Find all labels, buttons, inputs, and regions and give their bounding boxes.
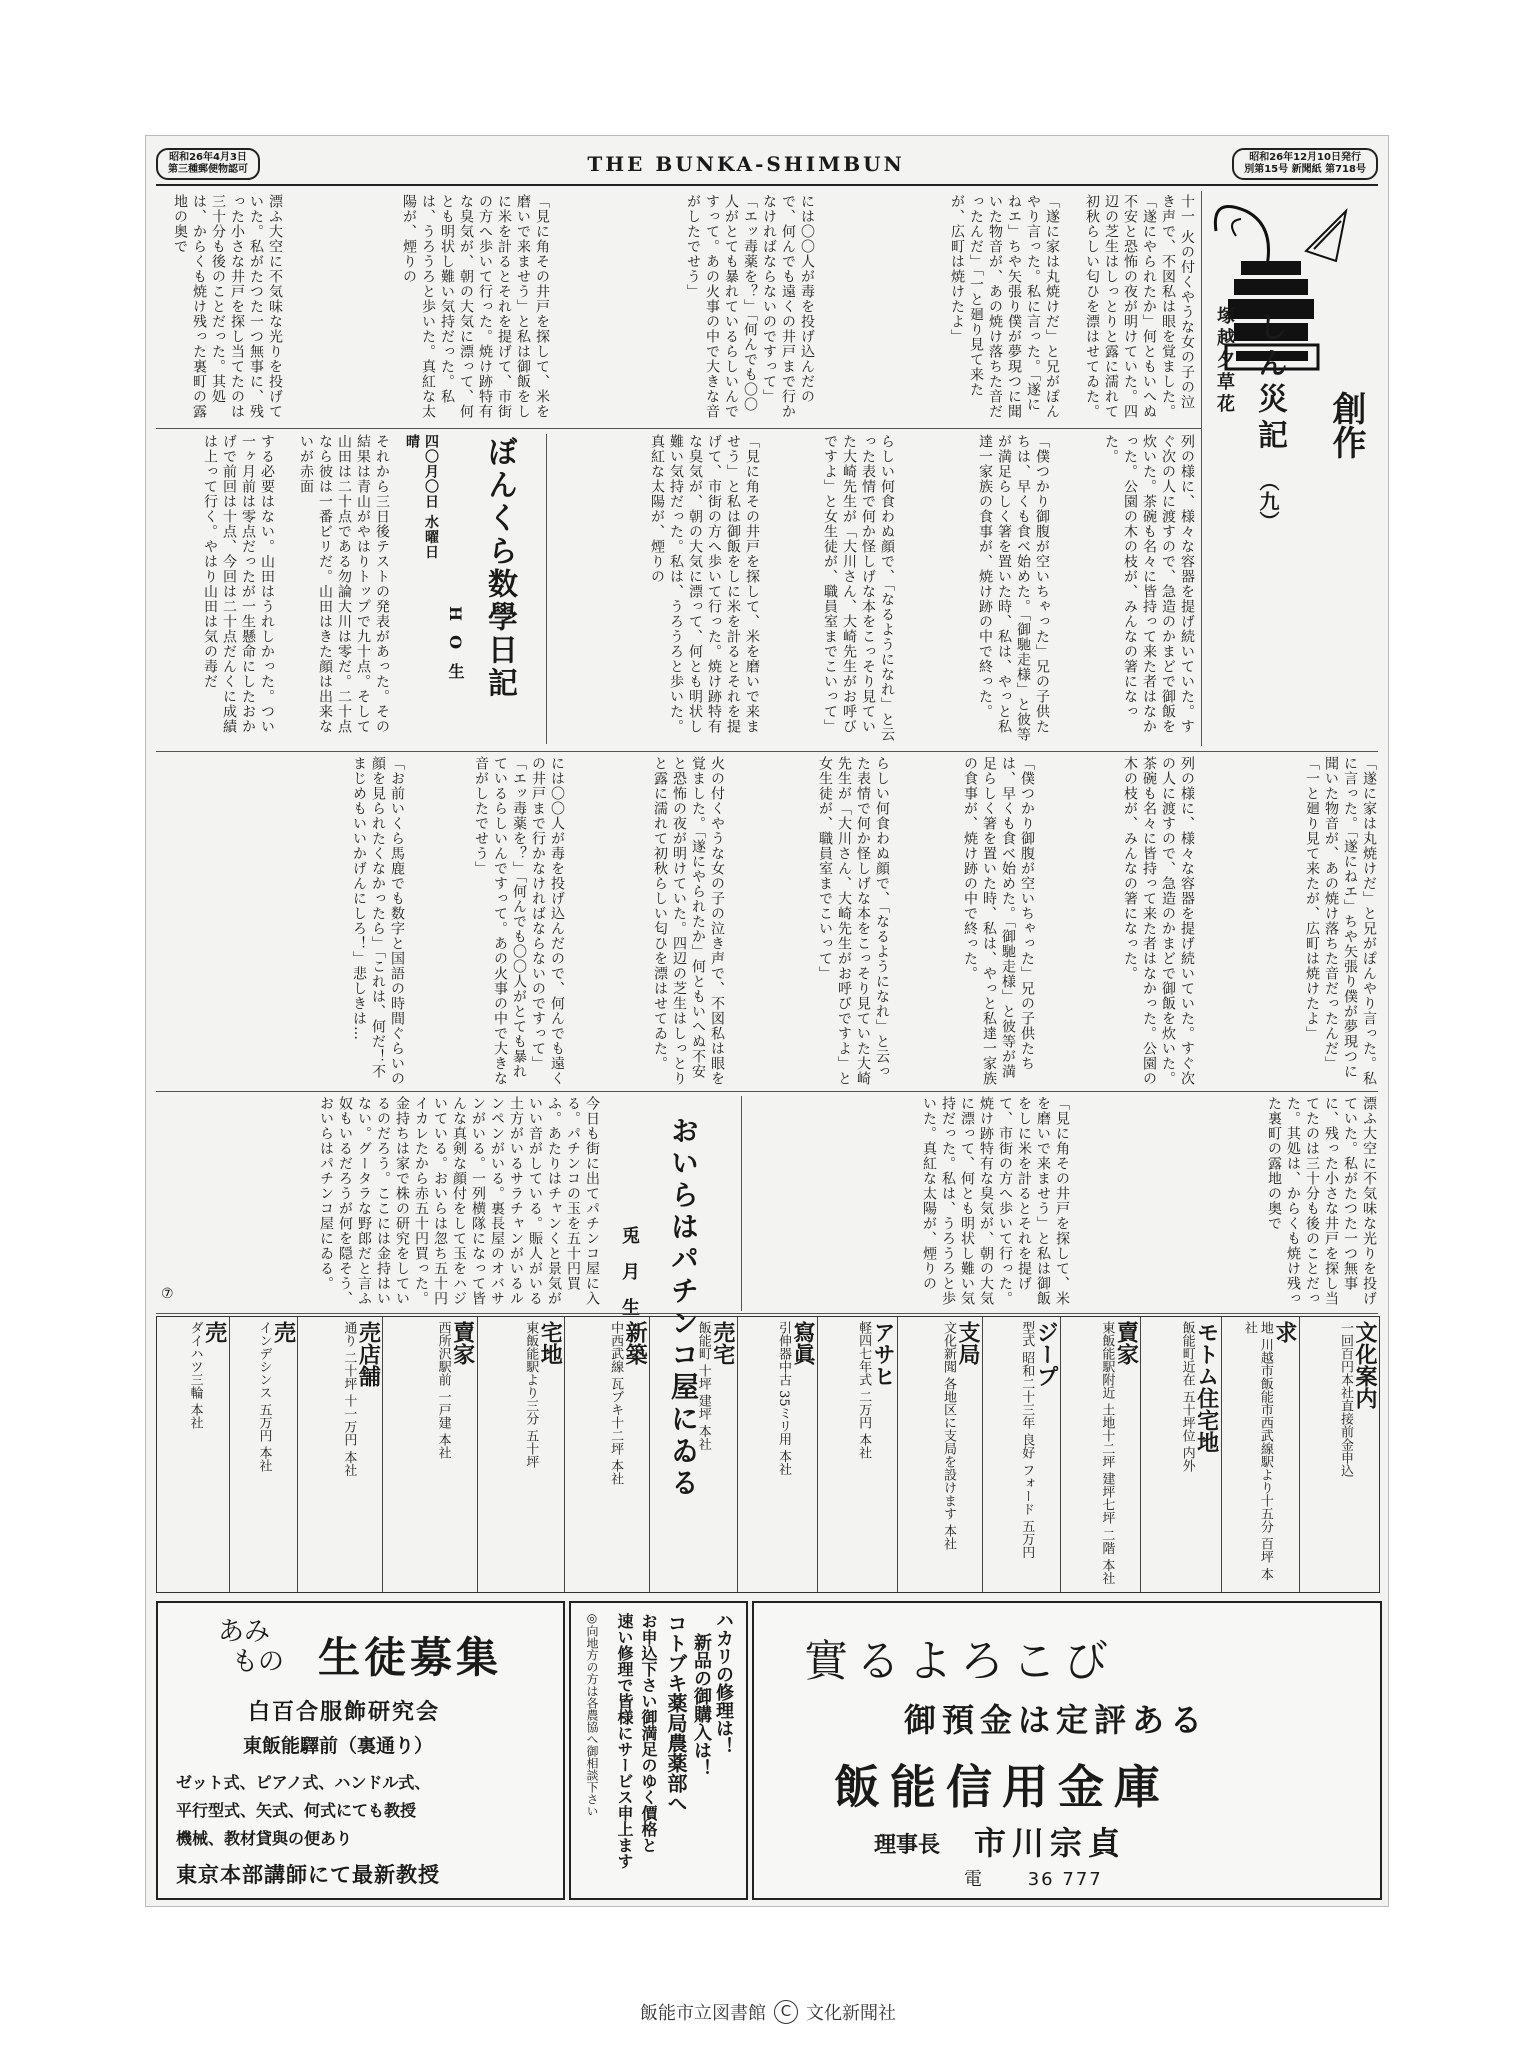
classified-item [297,1317,382,1592]
ad-bank-name: 飯能信用金庫 [834,1760,1170,1814]
ad-sewing-line-2: 平行型式、矢式、何式にても教授 [176,1801,417,1820]
classified-item-head: 売宅 [709,1321,736,1365]
creative-text-3-top: には〇〇人が毒を投げ込んだので、何んでも遠くの井戸まで行かなければならないのですって」「エッ毒薬を？」「何んでも〇〇人がとても暴れているらしいんですって。あの火事の中で大きな音がしたでせう」 [685,194,815,419]
classified-item [897,1317,982,1592]
classified-item-body: 地 川越市飯能市西武線駅より十五分 百坪 本社 [1241,1321,1273,1581]
column-rule [1201,191,1202,746]
registration-right-number: 別第15号 新聞紙 第718号 [1244,164,1366,175]
classified-item-head: 支局 [954,1321,981,1365]
pachinko-text: 今日も街に出てパチンコ屋に入る。パチンコの玉を五十円買ふ。あたりはチャンくと景気がいい音がしている。賑人がいる土方がいるサラチャンがいるルンペンがいる。裏長屋のオバサンがいる。一列横隊になって皆んな真剣な顔付をして玉をハジいている。おいらは忽ち五十円イカレたから赤五十円買った。金持ちは家で株の研究をしているのだろう。ここには金持はいない。グータラな野郎だと言ふ奴もいるだろうが何を隠そう、おいらはパチンコ屋にゐる。 [318,1096,600,1306]
ad-sewing-bottom: 東京本部講師にて最新教授 [176,1862,440,1887]
section-label-creative: 創作 [1326,391,1366,459]
registration-left-class: 第三種郵便物認可 [168,164,248,175]
ad-hanno-shinkin-bank [752,1601,1382,1900]
row-rule [156,751,1378,752]
classified-item [477,1317,565,1592]
pachinko-title: おいらはパチンコ屋にゐる [667,1116,700,1500]
pachinko-author: 兎月生 [619,1226,640,1334]
classified-item-body: 軽四七年式 二万円 本社 [856,1321,872,1460]
creative-text-14: 火の付くやうな女の子の泣き声で、不図私は眼を覚ました。「遂にやられたか」何ともいへぬ不安と恐怖の夜が明けていた。四辺の芝生はしっとりと露に濡れて初秋らしい匂ひを漂はせてゐた。 [652,756,725,1086]
archive-footer [0,1992,1536,2032]
classified-item-head: 賣家 [1113,1321,1140,1365]
ad-sewing-small-title [218,1617,284,1677]
classified-item [229,1317,298,1592]
pachinko-marker: ⑦ [161,1286,174,1302]
classified-item-head: 宅地 [537,1321,564,1365]
registration-left-date: 昭和26年4月3日 [169,152,247,163]
classified-item-body: インデシンス 五万円 本社 [256,1321,272,1473]
masthead-rule [156,184,1378,186]
classified-item-head: 売店舗 [355,1321,382,1387]
classified-item-body: ダイハツ三輪 本社 [187,1321,203,1430]
creative-text-9: 「見に角その井戸を探して、米を磨いで来ませう」と私は御飯をしに米を計るとそれを提げて、市街の方へ歩いて行った。焼け跡特有な臭気が、朝の大気に漂って、何とも明状し難い気持だった。私は、うろうろと歩いた。真紅な太陽が、煙りの [649,434,760,734]
classified-item [982,1317,1060,1592]
ad-sewing-line-1: ゼット式、ピアノ式、ハンドル式、 [176,1773,431,1792]
classified-item-head: 新築 [622,1321,649,1365]
classified-item-body: 型式 昭和二十三年 良好 フォード 五万円 [1019,1321,1035,1559]
ad-bank-phone [964,1865,1103,1891]
math-diary-author: HO生 [446,606,465,694]
row-rule [156,1313,1378,1314]
publisher-name: 文化新聞社 [806,2003,896,2024]
ad-sewing-school [156,1601,565,1900]
ad-bank-chairman: 市川宗貞 [974,1824,1127,1862]
library-name: 飯能市立図書館 [640,2003,766,2024]
copyright-icon: C [774,2000,798,2024]
math-diary-text-3: 「お前いくら馬鹿でも数字と国語の時間ぐらいの顔を見られたくなかったら」「これは、何だ！不まじめもいいかげんにしろ！」悲しきは… [351,756,405,1086]
creative-text-16: 漂ふ大空に不気味な光りを投げていた。私がたつた一つ無事に、残った小さな井戸を探し当てたのは三十分も後のことだった。其処は、からくも焼け残った裏町の露地の奥で [1266,1096,1377,1306]
ad-kotobuki-sub: 新品の御購入は！ [691,1633,712,1777]
classified-item-body: 文化新聞 各地区に支局を設けます 本社 [940,1321,956,1551]
ad-sewing-main-title: 生徒募集 [318,1633,503,1682]
classified-item-body: 東飯能駅附近 土地十二坪 建坪七坪 二階 本社 [1099,1321,1115,1585]
creative-text-2: 「遂に家は丸焼けだ」と兄がぽんやり言った。私に言った。「遂にねエ」ちや矢張り僕が夢現つに聞いた物音が、あの焼け落ちた音だったんだ」「一と廻り見て来たが、広町は焼けたよ」 [949,194,1060,419]
classified-item-head: ジープ [1033,1321,1060,1387]
classified-item [649,1317,737,1592]
creative-text-11: 列の様に、様々な容器を提げ続いていた。すぐ次の人に渡すので、急造のかまどで御飯を炊いた。茶碗も名々に皆持って来た者はなかった。公園の木の枝が、みんなの箸になった。 [1122,756,1195,1086]
ad-sewing-details [176,1769,430,1853]
classified-item [1140,1317,1220,1592]
ad-bank-phone-label: 電 [964,1869,982,1890]
creative-text-17: 「見に角その井戸を探して、米を磨いで来ませう」と私は御飯をしに米を計るとそれを提げて、市街の方へ歩いて行った。焼け跡特有な臭気が、朝の大気に漂って、何とも明状し難い気持だった。私は、うろうろと歩いた。真紅な太陽が、煙りの [921,1096,1070,1306]
math-diary-text-1: それから三日後テストの発表があった。その結果は青山がやはりトップで九十点。そして山田は二十点である勿論大川は零だ。二十点なら彼は一番ビリだ。山田はきた顔は出来ないが赤面 [298,434,390,734]
classified-section [156,1316,1380,1593]
classified-item-body: 飯能町 十坪 建坪 本社 [695,1321,711,1451]
math-diary-text-2: する必要はない。山田はうれしかった。つい一ヶ月前は零点だったが一生懸命にしたおかげで前回は十点、今回は二十点だんくに成績は上って行く。やはり山田は気の毒だ [202,434,275,734]
classified-item-head: モトム住宅地 [1193,1321,1220,1453]
classified-item [382,1317,476,1592]
math-diary-title: ぼんくら数學日記 [482,436,517,700]
classified-header [1299,1317,1379,1592]
serial-number: （九） [1256,471,1280,531]
registration-left [156,148,260,180]
serial-title: しん災記 [1252,311,1287,455]
classified-item [817,1317,897,1592]
creative-text-4-top: 「見に角その井戸を探して、米を磨いで来ませう」と私は御飯をしに米を計るとそれを提げて、市街の方へ歩いて行った。焼け跡特有な臭気が、朝の大気に漂って、何とも明状し難い気持だった。私は、うろうろと歩いた。真紅な太陽が、煙りの [401,194,550,419]
ad-sewing-org: 白百合服飾研究会 [248,1699,441,1725]
ad-kotobuki-line-2: 速い修理で皆様にサービス申上ます [615,1613,634,1869]
ad-sewing-location: 東飯能驛前（裏通り） [243,1735,434,1757]
creative-text-7: 「僕つかり御腹が空いちゃった」兄の子供たちは、早くも食べ始めた。「御馳走様」と彼等が満足らしく箸を置いた時、私は、やっと私達一家族の食事が、焼け跡の中で終った。 [977,434,1050,742]
classified-header-note: 一回百円本社直接前金申込 [1338,1321,1353,1477]
classified-item-body: 引伸器中古 35ミリ用 本社 [775,1321,791,1476]
classified-item-head: 売 [201,1321,228,1343]
classified-item [1221,1317,1299,1592]
creative-text-5-top: 漂ふ大空に不気味な光りを投げていた。私がたつた一つ無事に、残った小さな井戸を探し当てたのは三十分も後のことだった。其処は、からくも焼け残った裏町の露地の奥で [172,194,283,419]
ad-kotobuki-note: ◎向地方の方は各農協へ御相談下さい [585,1611,599,1817]
creative-text-8: らしい何食わぬ顔で、「なるようになれ」と云った表情で何か怪しげな本をこっそり見ていた大崎先生が「大川さん、大崎先生がお呼びですよ」と女生徒が、職員室までこいって」 [822,434,895,742]
classified-item-head: 寫眞 [789,1321,816,1365]
ad-bank-tagline: 御預金は定評ある [904,1701,1209,1739]
classified-item-body: 中西武線 瓦ブキ十二坪 本社 [608,1321,624,1486]
classified-item-body: 通り 二十坪 十一万円 本社 [341,1321,357,1477]
ad-kotobuki-name: コトブキ薬局農薬部へ [664,1613,688,1813]
ad-bank-phone-number: 36 777 [1027,1869,1103,1890]
classified-item-body: 西所沢駅前 一戸建 本社 [435,1321,451,1460]
newspaper-page [145,135,1389,1907]
classified-item-body: 飯能町近在 五十坪位 内外 [1179,1321,1195,1473]
chapter-number: 十一 [1179,194,1195,224]
math-diary-date: 四〇月〇日 水曜日晴 [404,434,439,560]
ad-kotobuki-line-1: お申込下さい御満足のゆく價格と [639,1613,658,1853]
ad-kotobuki-head: ハカリの修理は！ [713,1611,734,1755]
ad-sewing-line-3: 機械、教材貸與の便あり [176,1829,353,1848]
classified-item [737,1317,817,1592]
creative-chapter-block [1071,194,1196,424]
ad-bank-slogan: 實るよろこび [804,1636,1116,1687]
ad-kotobuki-pharmacy [569,1601,748,1900]
column-rule [546,434,547,744]
registration-right-date: 昭和26年12月10日発行 [1249,152,1361,163]
classified-item [1060,1317,1140,1592]
classified-item [564,1317,649,1592]
classified-item-body: 東飯能駅より三分 五十坪 [523,1321,539,1469]
classified-item-head: アサヒ [870,1321,897,1387]
creative-text-12: 「僕つかり御腹が空いちゃった」兄の子供たちは、早くも食べ始めた。「御馳走様」と彼等が満足らしく箸を置いた時、私は、やっと私達一家族の食事が、焼け跡の中で終った。 [962,756,1035,1086]
creative-text-6: 列の様に、様々な容器を提げ続いていた。すぐ次の人に渡すので、急造のかまどで御飯を炊いた。茶碗も名々に皆持って来た者はなかった。公園の木の枝が、みんなの箸になった。 [1103,434,1195,734]
row-rule [156,428,1201,429]
column-rule [741,1096,742,1311]
registration-right [1232,148,1378,180]
ad-sewing-small-title-2: もの [232,1647,285,1677]
creative-text-10: 「遂に家は丸焼けだ」と兄がぽんやり言った。私に言った。「遂にねエ」ちや矢張り僕が夢現つに聞いた物音が、あの焼け落ちた音だったんだ」「一と廻り見て来たが、広町は焼けたよ」 [1304,756,1377,1086]
newspaper-title: THE BUNKA-SHIMBUN [587,152,905,176]
classified-item-head: 求 [1271,1321,1298,1343]
creative-text-1: 火の付くやうな女の子の泣き声で、不図私は眼を覚ました。「遂にやられたか」何ともいへぬ不安と恐怖の夜が明けていた。四辺の芝生はしっとりと露に濡れて初秋らしい匂ひを漂はせてゐた。 [1084,194,1195,419]
ad-bank-chairman-title: 理事長 [874,1832,941,1858]
classified-item [157,1317,229,1592]
classified-item-head: 売 [270,1321,297,1343]
creative-text-15: には〇〇人が毒を投げ込んだので、何んでも遠くの井戸まで行かなければならないのですって」「エッ毒薬を？」「何んでも〇〇人がとても暴れているらしいんですって。あの火事の中で大きな音がしたでせう」 [473,756,565,1086]
masthead [156,146,1378,182]
classified-header-title: 文化案内 [1352,1321,1378,1409]
row-rule [156,1091,1378,1092]
serial-author: 塚越夕草花 [1214,306,1235,416]
classified-item-head: 賣家 [449,1321,476,1365]
creative-text-13: らしい何食わぬ顔で、「なるようになれ」と云った表情で何か怪しげな本をこっそり見ていた大崎先生が「大川さん、大崎先生がお呼びですよ」と女生徒が、職員室までこいって」 [817,756,890,1086]
ad-sewing-small-title-1: あみ [218,1617,271,1647]
